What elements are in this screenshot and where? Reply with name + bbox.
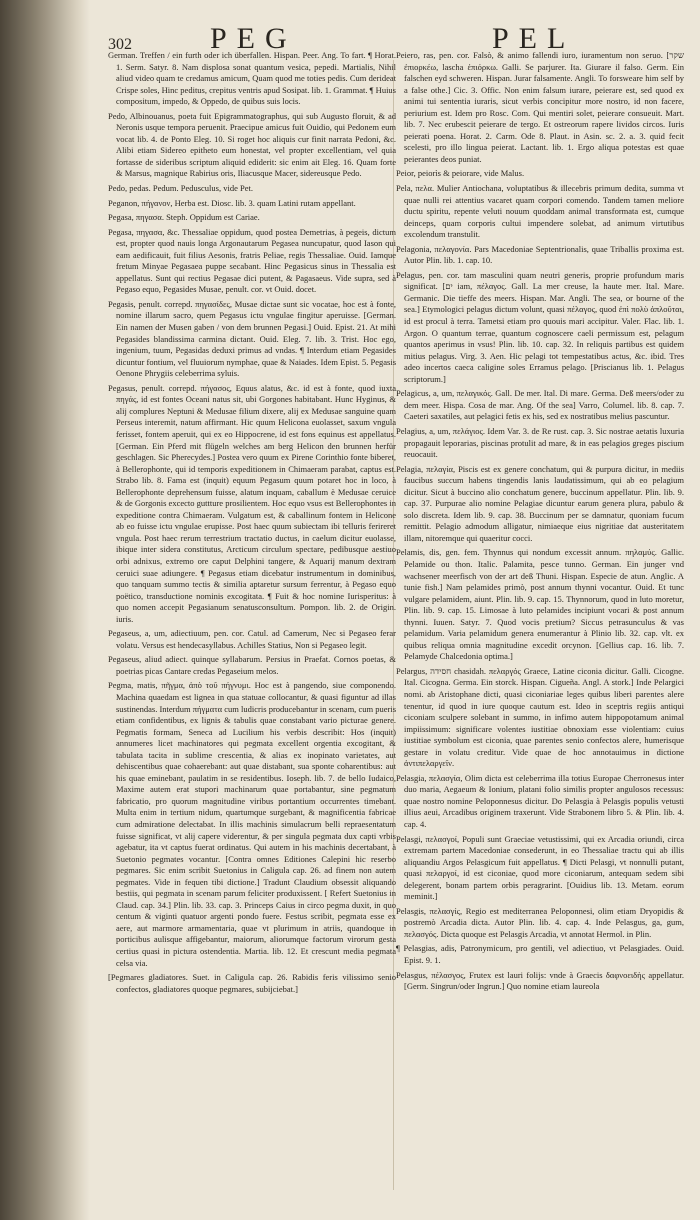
dictionary-entry: Pedo, pedas. Pedum. Pedusculus, vide Pet. (108, 183, 253, 194)
binding-shadow (0, 0, 90, 1220)
dictionary-entry: Pelargus, חסידה chasidah. πελαργός Graece, Latine ciconia dicitur. Galli. Cicogne. Ital. Cicogna. Germa. Ein storck. Hispan. Cigueña. Angl. A stork.] Inde Pelargici nomi. ab Aristophane dicti, quasi ciconiariae leges quibus liberi parentes alere tenentur, id quod in iure quoque cautum est. Ideo in sceptris regiis antiqui ciconiam sculpere solebant in summo, in infimo autem hippopotamum animal impiissimum: significare volentes iustitiae obnoxiam esse violentiam: cuius iustitiae symbolum est ciconia, quae parentes senio confectos alere, humerisque gestare in volatu creditur. Vide quae de hoc annotauimus in dictione ἀντιπελαργεῖν. (396, 665, 684, 769)
dictionary-entry: Pelagius, a, um, πελάγιος. Idem Var. 3. de Re rust. cap. 3. Sic nostrae aetatis luxuria propagauit leporarias, piscinas protulit ad mare, & in eas pelagios greges piscium reuocauit. (396, 425, 684, 460)
dictionary-entry: Peior, peiorìs & peiorare, vide Malus. (396, 168, 525, 179)
dictionary-entry: Pegasus, penult. correpd. πήγασος, Equus alatus, &c. id est à fonte, quod iuxta πηγάς, id est fontes Oceani natus sit, ubi Gorgones habitabant. Hunc Hyginus, & alij complures Neptuni & Medusae filium dixere, alij ex Medusae sanguine quam Perseus interemit, natum affirmant. Hic quum Helicona euolasset, saxum vngula ferisset, fontem aperuit, qui ex eo Hippocrene, id est fons equinus est appellatus. [German. Ein Pferd mit flügeln welches am berg Helicon den brunnen herfür geschlagen. Sic Pherecydes.] Postea vero quum ex Pirene Corinthio fonte biberet, à Bellerophonte, qui id temporis expeditionem in Chimaeram parabat, captus est. Strabo lib. 8. Fama est (inquit) equum Pegasum quum potaret hoc in loco, à Bellerophonte deprehensum fuisse, alatum inquam, caballum è Medusae ceruice & de Gorgonis excecto guttture prosilientem. Hoc equo vsus est Bellerophontes in expeditione contra Chimaeram. Vulgatum est, & caballinum fontem in Helicone ab eo fuisse ictu vngulae erupisse. Post haec quum subiectam ibi telluris ferireret vngula. Post haec rerum terrestrium tractatio ductus, in caelum dicitur euolasse, ibique inter sidera constitutus, Arcticum circulum spectare, pedibusque aestiuo orbi adnixus, extremo ore caput Delphini tangere, & Aquarij manum dextram ceruici suae adiungere. ¶ Pegasus etiam dicebatur instrumentum in dominibus, quo tanquam summo tectis & similia aptaretur sursum ferrentur, à Pegaso equo poëtico, transductione nominis excogitata. ¶ Fuit & hoc nomine Iurisperitus: à quo nomen accepit Pegasianum senatusconsultum. Pompon. lib. 2. de Origin. iuris. (108, 382, 396, 624)
dictionary-entry: Peiero, ras, pen. cor. Falsò, & animo fallendi iuro, iuramentum non seruo. [שקר ἐπιορκέω, lascha ἐπιόρκω. Galli. Se parjurer. Ita. Giurare il falso. Germ. Ein falschen eyd schweren. Hispan. Jurar falsamente. Angli. To forsweare him self by a false othe.] Cic. 3. Offic. Non enim falsum iurare, peierare est, sed quod ex animi tui sententia iuraris, sicut verbis concipitur more nostro, id non facere, periurium est. Idem pro Rosc. Com. Qui mentiri solet, peierare consueuit. Mart. lib. 7. Nec erubescit peierare de tergo. Et ostreorum rapere lividos circos. Iuris peierati poena. Horat. 2. Carm. Ode 8. Plaut. in Asin. sc. 2. a. 3. quid fecit scelesti, pro illo lingua peierat. Lactant. lib. 1. Ergo aliqua potestas est quae peierantes deos puniat. (396, 50, 684, 164)
dictionary-entry: Peganon, πήγανον, Herba est. Diosc. lib. 3. quam Latini rutam appellant. (108, 197, 356, 208)
dictionary-entry: Pegasis, penult. correpd. πηγασίδες, Musae dictae sunt sic vocatae, hoc est à fonte, nomine illarum sacro, quem Pegasus ictu vngulae fingitur aperuisse. [German. Ein namen der Musen gaben / von dem brunnen Pegasi.] Ouid. Epist. 21. At mihi Pegasides blandissima carmina dictant. Ouid. Eleg. 7. lib. 3. Trist. Hoc ego, ingenium, tuum, Pegasidas deduxi primus ad vndas. ¶ Interdum etiam Pegasides dicuntur fontium, vel fluuiorum nymphae, quae & Naiades. Idem Epist. 5. Pegasis Oenone Phrygiis celeberrima syluis. (108, 298, 396, 379)
dictionary-entry: Pelagus, pen. cor. tam masculini quam neutri generis, proprie profundum maris significat. [ים iam, πέλαγος. Gall. La mer creuse, la haute mer. Ital. Mare. Germanic. Die tieffe des meers. Hispan. Mar. Angli. The sea, or bourne of the sea.] Etymologici pelagus dictum volunt, quasi πέλαγος, quod ἐπὶ πολὺ ἀπλοῦται, id est procul à terra. Tametsi etiam pro quouis mari accipitur. Valer. Flac. lib. 1. Argon. O quantum terrae, quantum cognoscere caeli permissum est, pelagum quantos aperimus in vsus! Plin. lib. 10. cap. 32. In reliquis partibus est quidem mitius pelagus. Virg. 3. Aen. Hic pelagi tot tempestatibus actus, &c. ibid. Tres adeo incertos caeca caligine soles Erramus pelago. [Priscianus lib. 1. Pelagus scriptorum.] (396, 269, 684, 384)
dictionary-entry: Pegma, matis, πῆγμα, ἀπὸ τοῦ πήγνυμι. Hoc est à pangendo, siue componendo. Machina quaedam est lignea in qua statuae collocantur, & quasi figuntur ad illas sustinendas. Interdum πήγματα cum ludicris producebantur in scenam, cum pueris etiam confidentibus, ex lignis & tabulis quae constabant vario picturae genere. Pegmatis formam, Seneca ad Lucilium his verbis describit: Hos (inquit) annumeres licet machinatores qui pegmata excellent orgentia excogitant, & tabulata tacita in sublime crescentia, & alias ex inopinato varietates, aut dehiscentibus quae cohaerebant: aut quae distabant, sua sponte coharentibus: aut his quae eminebant, paulatim in se residentibus. Ioseph. lib. 7. de bello Iudaico, Maxime autem erat stupori machinarum quae portabantur, sine pegmatum fabricatio, pro quorum magnitudine viribus portantium occurrentes timebant. Multa enim in tertium nidum, quartumque surgebant, & magnificentia fabricae cum admiratione delectabat. In illis machinis simulacrum belli repraesentatum fuisse significat, vt alij capere viderentur, & per singula pegmata dux capti vrbis agebatur, ita vt captus fuerat ordinatus. Qui autem in his machinis decertabant, à Suetonio pegmates vocantur. [Contra omnes Editiones Calepini hic reserbo pegmares. Sic enim scribit Suetonius in Caligula cap. 26. ad finem non autem pegmates. Vide in fequen tibi dictione.] Tradunt Claudium obsessit aliquando bestiis, qui pegmata in scenam parum feliciter produxissent. [ Refert Suetonius in Claud. cap. 34.] Plin. lib. 33. cap. 3. Princeps Caius in circo pegma duxit, in quo centum & viginti quatuor argenti pondo fuere. Festus scribit, pegmata esse ex aere, aut marmore armamentaria, quae vt plurimum in atriis, quandoque in porticibus aulisque affigebantur, maiorum, aliorumque factorum virorum gesta certius quasi in pictura ostendentia. Martia. lib. 12. Et crescunt media pegmata celsa via. (108, 680, 396, 968)
dictionary-entry: Pelasgis, πελασγίς, Regio est mediterranea Peloponnesi, olim etiam Dryopidis & postremò Arcadia dicta. Autor Plin. lib. 4. cap. 4. Inde Pelasgus, ga, gum, πελασγός. Dicta quoque est Pelasgis Arcadia, vt annotat Hermol. in Plin. (396, 905, 684, 939)
dictionary-entry: Pelasgus, πέλασγος, Frutex est lauri folijs: vnde à Graecis δαφνοειδὴς appellatur. [Germ. Singrun/oder Ingrun.] Quo nomine etiam laureola (396, 969, 684, 992)
dictionary-entry: Pelasgi, πελασγοί, Populi sunt Graeciae vetustissimi, qui ex Arcadia oriundi, circa extremam partem Macedoniae consederunt, in eo Thessaliae tractu qui ab illis aliquandiu Argos Pelasgicum fuit appellatus. ¶ Dicti Pelasgi, vt nonnulli putant, quasi πελαργοί, id est ciconiae, quod more ciconiarum, antequam sedem sibi delegerent, bonam partem orbis peragrarint. [Ouidius lib. 13. Metam. eorum meminit.] (396, 833, 684, 902)
dictionary-entry: Pegaseus, a, um, adiectiuum, pen. cor. Catul. ad Camerum, Nec si Pegaseo ferar volatu. Versus est hendecasyllabus. Achilles Statius, Non si Pegaseo legit. (108, 628, 396, 650)
dictionary-entry: [Pegmares gladiatores. Suet. in Caligula cap. 26. Rabidis feris vilissimo senio confectos, gladiatores quoque pegmares, subijciebat.] (108, 972, 396, 994)
right-running-head: PEL (492, 22, 576, 55)
dictionary-entry: Pegasa, πηγασα. Steph. Oppidum est Cariae. (108, 212, 260, 223)
dictionary-entry: Pelasgia, πελασγία, Olim dicta est celeberrima illa totius Europae Cherronesus inter duo maria, Aegaeum & Ionium, platani folio similis propter angulosos recessus: quae nostro nomine Peloponnesus dicitur. Do Pelasgia à Pelasgis populis vetusti illius aeui, Arcadibus originem traxerunt. Vide Strabonem libro 5. & Plin. lib. 4. cap. 4. (396, 772, 684, 829)
running-header (0, 18, 700, 54)
dictionary-entry: Pela, πελα. Mulier Antiochana, voluptatibus & illecebris primum dedita, summa vt quae nulli rei attentius vacaret quam corpori comendo. Tandem tamen meliore ductu spiritu, repente veluti nouum quoddam animal transformata est, cumque deinceps, quam corporis cultui impendere solebat, ad animum virtutibus excolendum transtulit. (396, 183, 684, 240)
dictionary-entry: Pedo, Albinouanus, poeta fuit Epigrammatographus, qui sub Augusto floruit, & ad Neronis usque tempora peruenit. Praecipue amicus fuit Ouidio, qui Pedonem eum vocat lib. 4. de Ponto Eleg. 10. Si roget hoc aliquis cur finit narrata Pedoni, &c. Alibi etiam Sidereo epitheto eum honestat, vel propter excellentiam, vel quia fortasse de sideribus scriptum aliquid ediderit: sic enim ait Eleg. 16. Quam forte & Marsus, magnique Rabirius oris, Iliacusque Macer, sidereusque Pedo. (108, 110, 396, 179)
dictionary-entry: ¶ Pelasgias, adis, Patronymicum, pro gentili, vel adiectiuo, vt Pelasgiades. Ouid. Epist. 9. 1. (396, 943, 684, 966)
left-column (108, 50, 396, 998)
dictionary-entry: Pelamis, dis, gen. fem. Thynnus qui nondum excessit annum. πηλαμύς. Gallic. Pelamide ou thon. Italic. Palamita, pesce tunno. German. Ein junger vnd wachsener meerfisch von der art deß Thuni. Hispan. Especie de atun. Anglic. A tunie fish.] Nam pelamides primò, post annum thynni vocantur. Ouid. Et tunc vulgare pelamidem, aiunt. Plin. lib. 9. cap. 15. Thynnorum, quod in luto moretur, Plin. lib. 9. cap. 15. Limosae à luto pelamides incipiunt vocari & post annum thynni. Iuuen. Satyr. 7. Quod vocis pretium? Siccus petrasunculus & vas pelamidum. Varia pelamidum genera enumerantur à Plinio lib. 32. cap. vlt. ex quibus reliqua omnia magnitudine excedit orcynon. [Gellius cap. 16. lib. 7. Pelamyde Chalcedonia optima.] (396, 547, 684, 662)
dictionary-entry: Pelagicus, a, um, πελαγικός. Gall. De mer. Ital. Di mare. Germa. Deß meers/oder zu dem meer. Hispa. Cosa de mar. Ang. Of the sea] Varro, Columel. lib. 8. cap. 7. Caeteri saxatiles, aut pelagici fetis ex his, sed ex nostratibus melius pascuntur. (396, 388, 684, 422)
dictionary-entry: Pelagia, πελαγία, Piscis est ex genere conchatum, qui & purpura dicitur, in mediis faucibus succum habens tingendis lanis laudatissimum, qui ab eo pelagium dicitur. Sicut à buccino alio conchatum genere, buccinum appellatur. Plin. lib. 9. cap. 37. Purpurae alio nomine Pelagiae dicuntur earum genera plura, pabulo & solo discreta. Idem lib. 9. cap. 38. Buccinum per se damnatur, quoniam fucum remittit. Pelagio admodum alligatur, nimiaeque eius nigritiae dat austeritatem illam, nitoremque qui quaeritur cocci. (396, 463, 684, 543)
left-running-head: PEG (210, 22, 297, 55)
right-column (396, 50, 684, 996)
page-number: 302 (108, 36, 132, 53)
dictionary-entry: Pegaseus, aliud adiect. quinque syllabarum. Persius in Praefat. Cornos poetas, & poetrias picas Cantare credas Pegaseium melos. (108, 654, 396, 676)
dictionary-entry: Pegasa, πηγασα, &c. Thessaliae oppidum, quod postea Demetrias, à pegeis, dictum est, propter quod nauis longa Argonautarum Pegasea nuncupatur, quod Iason qui eam aedificauit, fuit filius Aesonis, fratris Peliae, regis Thessaliae. Ouid. Iamque fretum Minyae Pegasaea puppe secabant. Hinc Pegasicus sinus in Thessalia est appellatus. Sunt qui rectius Pegasae dici putent, & Pagasaeus. Vide supra, sed à Pegaso equo, Pegasides Musae, penult. cor. vt Ouid. docet. (108, 226, 396, 295)
dictionary-entry: German. Treffen / ein furth oder ich überfallen. Hispan. Peer. Ang. To fart. ¶ Horat. 1. Serm. Satyr. 8. Nam displosa sonat quantum vesica, pepedi. Martialis, Nihil aliud video quam te credamus amicum, Quam quod me toties pedis. Cum derideat Crispe soles, Hinc peditus, crepitus ventris apud Sosipat. lib. 1. Grammat. ¶ Huius compositum, impedo, & Oppedo, de quibus suis locis. (108, 50, 396, 107)
dictionary-entry: Pelagonia, πελαγονία. Pars Macedoniae Septentrionalis, quae Triballis proxima est. Autor Plin. lib. 1. cap. 10. (396, 243, 684, 266)
